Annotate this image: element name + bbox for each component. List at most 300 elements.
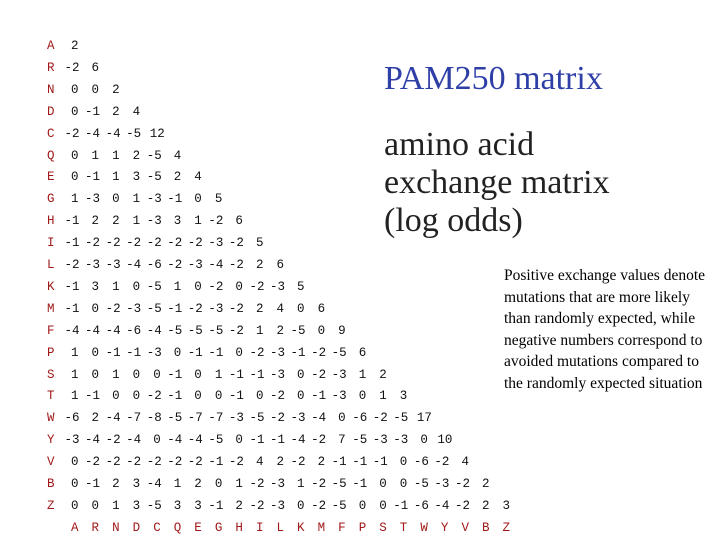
column-label: K [297,520,305,535]
matrix-cell: 1 [112,498,120,513]
matrix-cell: 0 [338,411,346,426]
matrix-cell: 10 [437,433,453,448]
matrix-cell: 2 [235,498,243,513]
matrix-cell: -5 [167,411,183,426]
matrix-cell: -4 [105,323,121,338]
row-label: D [47,104,55,119]
matrix-cell: 3 [502,498,511,513]
matrix-cell: 1 [132,192,141,207]
row-label: N [47,82,55,97]
matrix-cell: -5 [393,411,409,426]
matrix-cell: 1 [112,170,120,185]
matrix-cell: 1 [214,367,223,382]
row-label: M [47,301,55,316]
matrix-cell: 6 [358,345,367,360]
matrix-cell: 0 [132,279,141,294]
column-label: H [235,520,243,535]
matrix-cell: 0 [235,279,243,294]
matrix-cell: 2 [255,301,264,316]
matrix-cell: -1 [249,367,265,382]
matrix-cell: 0 [420,433,428,448]
matrix-cell: 5 [255,236,264,251]
matrix-cell: -1 [208,498,224,513]
matrix-cell: 5 [214,192,223,207]
matrix-cell: -5 [208,433,224,448]
matrix-cell: -1 [126,345,142,360]
matrix-cell: -4 [85,323,101,338]
matrix-cell: 0 [214,477,223,491]
row-label: F [47,323,55,338]
matrix-cell: -6 [352,411,368,426]
matrix-cell: -2 [228,323,244,338]
matrix-cell: 4 [255,455,264,470]
matrix-cell: -5 [331,477,347,491]
matrix-cell: -3 [146,192,162,207]
matrix-cell: 0 [71,498,79,513]
matrix-cell: -2 [187,455,203,470]
matrix-cell: -5 [167,323,183,338]
matrix-cell: 1 [173,477,182,491]
matrix-cell: 3 [132,498,141,513]
matrix-cell: -2 [64,126,80,141]
matrix-cell: 4 [276,301,285,316]
matrix-cell: -2 [311,367,327,382]
matrix-cell: 0 [358,389,367,404]
matrix-cell: -2 [126,236,142,251]
matrix-cell: 0 [399,455,408,470]
matrix-cell: -1 [290,345,306,360]
matrix-cell: -4 [85,433,101,448]
matrix-cell: -1 [105,345,121,360]
matrix-cell: 0 [379,498,387,513]
matrix-cell: -2 [85,455,101,470]
column-label: Z [502,520,511,535]
matrix-cell: -3 [146,214,162,229]
matrix-cell: 6 [317,301,326,316]
column-label: T [399,520,408,535]
matrix-cell: -3 [187,258,203,272]
column-label: B [482,520,490,535]
matrix-description [384,126,610,240]
matrix-cell: 3 [173,498,182,513]
matrix-cell: 2 [276,455,285,470]
matrix-cell: -2 [126,455,142,470]
matrix-cell: 0 [71,477,79,491]
matrix-cell: -7 [208,411,224,426]
matrix-cell: -4 [187,433,203,448]
matrix-cell: -1 [270,433,286,448]
column-label: R [91,520,100,535]
matrix-cell: 2 [112,477,120,491]
matrix-cell: 3 [173,214,182,229]
matrix-cell: 2 [112,104,120,119]
matrix-cell: -3 [331,389,347,404]
subtitle-line: exchange matrix [384,164,610,201]
matrix-cell: 2 [112,82,120,97]
matrix-cell: -5 [331,498,347,513]
matrix-cell: 7 [338,433,346,448]
matrix-cell: -2 [167,455,183,470]
row-label: T [47,389,55,404]
matrix-cell: -3 [105,258,121,272]
matrix-cell: 0 [194,279,202,294]
matrix-cell: -2 [228,455,244,470]
matrix-cell: 3 [91,279,100,294]
row-label: A [47,39,55,53]
matrix-cell: 2 [71,39,79,53]
column-label: L [276,520,285,535]
subtitle-line: amino acid [384,126,535,163]
matrix-cell: -5 [331,345,347,360]
matrix-cell: -5 [146,279,162,294]
matrix-cell: 2 [379,367,387,382]
matrix-cell: -4 [208,258,224,272]
matrix-cell: -2 [290,455,306,470]
matrix-cell: 0 [71,104,79,119]
matrix-cell: -2 [454,498,470,513]
matrix-cell: -3 [85,258,101,272]
matrix-cell: -2 [146,236,162,251]
matrix-cell: -5 [352,433,368,448]
matrix-cell: -1 [311,389,327,404]
matrix-cell: -5 [146,148,162,163]
matrix-cell: -8 [146,411,162,426]
matrix-cell: -2 [454,477,470,491]
matrix-cell: -2 [228,258,244,272]
matrix-cell: 4 [132,104,141,119]
matrix-cell: -3 [270,279,286,294]
matrix-cell: -3 [228,411,244,426]
matrix-cell: 0 [358,498,367,513]
row-label: I [47,236,55,251]
matrix-cell: 0 [194,192,202,207]
matrix-cell: -5 [146,301,162,316]
row-label: K [47,279,55,294]
matrix-cell: -1 [64,214,80,229]
matrix-cell: 1 [255,323,264,338]
matrix-cell: 1 [358,367,367,382]
matrix-cell: -2 [228,236,244,251]
matrix-cell: 0 [91,498,100,513]
matrix-cell: -6 [413,455,429,470]
matrix-cell: 3 [132,477,141,491]
matrix-cell: 6 [235,214,243,229]
matrix-cell: -2 [311,477,327,491]
matrix-cell: -2 [228,301,244,316]
matrix-cell: -3 [270,498,286,513]
matrix-cell: -1 [64,279,80,294]
matrix-cell: -4 [167,433,183,448]
matrix-cell: -2 [249,345,265,360]
matrix-cell: 3 [399,389,408,404]
matrix-cell: -1 [85,170,101,185]
matrix-cell: -3 [393,433,409,448]
explanation-note: Positive exchange values denote mutations that are more likely than randomly expected, while negative numbers correspond to avoided mutations compared to the randomly expected situation [504,267,706,392]
matrix-cell: -2 [64,60,80,75]
matrix-cell: -1 [187,345,203,360]
matrix-cell: -5 [126,126,142,141]
matrix-cell: -5 [249,411,265,426]
row-label: V [47,455,55,470]
matrix-cell: -2 [64,258,80,272]
matrix-cell: 0 [214,389,223,404]
matrix-cell: -4 [105,126,121,141]
matrix-cell: 0 [317,323,326,338]
row-label: S [47,367,55,382]
matrix-cell: 0 [379,477,387,491]
matrix-cell: -2 [105,455,121,470]
matrix-cell: -4 [85,126,101,141]
column-label: N [112,520,120,535]
matrix-cell: -4 [311,411,327,426]
matrix-cell: -2 [167,236,183,251]
matrix-cell: -1 [167,367,183,382]
matrix-cell: -7 [187,411,203,426]
row-label: P [47,345,55,360]
matrix-cell: -1 [85,389,101,404]
column-label: M [317,520,326,535]
row-label: B [47,477,55,491]
row-label: H [47,214,55,229]
matrix-cell: -7 [126,411,142,426]
matrix-cell: -5 [187,323,203,338]
matrix-cell: -1 [372,455,388,470]
matrix-cell: 1 [112,367,120,382]
matrix-cell: 0 [297,367,305,382]
matrix-cell: 2 [317,455,326,470]
matrix-cell: -1 [393,498,409,513]
column-label: C [153,520,161,535]
matrix-cell: 9 [338,323,346,338]
matrix-cell: -5 [146,170,162,185]
matrix-cell: -5 [146,498,162,513]
matrix-cell: -2 [146,389,162,404]
matrix-cell: -3 [85,192,101,207]
matrix-cell: 0 [153,367,161,382]
matrix-cell: -3 [64,433,80,448]
matrix-cell: 0 [153,433,161,448]
matrix-cell: -3 [270,477,286,491]
matrix-cell: 3 [194,498,202,513]
matrix-cell: 3 [132,170,141,185]
row-label: L [47,258,55,272]
column-label: V [461,520,469,535]
column-label: A [71,520,79,535]
matrix-cell: 0 [235,345,243,360]
matrix-cell: 0 [71,170,79,185]
matrix-cell: 0 [71,148,79,163]
matrix-cell: 2 [173,170,182,185]
matrix-cell: -5 [208,323,224,338]
matrix-cell: -1 [352,477,368,491]
row-label: W [47,411,55,426]
matrix-cell: 0 [297,389,305,404]
matrix-cell: -1 [331,455,347,470]
matrix-cell: -5 [413,477,429,491]
matrix-cell: -2 [105,301,121,316]
matrix-cell: -6 [146,258,162,272]
matrix-cell: 1 [112,148,120,163]
matrix-cell: -2 [270,389,286,404]
matrix-cell: -1 [228,389,244,404]
matrix-cell: -4 [290,433,306,448]
matrix-cell: 0 [91,82,100,97]
matrix-cell: -2 [249,498,265,513]
matrix-cell: 2 [132,148,141,163]
matrix-cell: -1 [352,455,368,470]
matrix-cell: 2 [255,258,264,272]
matrix-cell: -2 [167,258,183,272]
matrix-cell: -4 [126,433,142,448]
matrix-cell: 2 [194,477,202,491]
matrix-cell: 0 [297,498,305,513]
column-label: I [255,520,264,535]
column-label: Q [173,520,182,535]
matrix-cell: 0 [235,433,243,448]
column-label: E [194,520,202,535]
row-label: Z [47,498,55,513]
matrix-cell: -4 [126,258,142,272]
matrix-cell: 0 [71,82,79,97]
matrix-cell: -2 [372,411,388,426]
matrix-cell: -4 [146,323,162,338]
matrix-cell: 6 [276,258,285,272]
matrix-cell: 1 [112,279,120,294]
column-label: D [132,520,141,535]
matrix-cell: 1 [91,148,100,163]
column-label: S [379,520,387,535]
matrix-cell: -2 [146,455,162,470]
matrix-cell: 0 [132,389,141,404]
matrix-cell: -3 [270,345,286,360]
matrix-cell: -3 [372,433,388,448]
matrix-cell: 2 [276,323,285,338]
matrix-cell: -2 [249,477,265,491]
column-label: G [214,520,223,535]
matrix-cell: 2 [91,214,100,229]
matrix-cell: -4 [434,498,450,513]
matrix-cell: -1 [167,301,183,316]
matrix-cell: -2 [249,279,265,294]
matrix-cell: 0 [255,389,264,404]
matrix-cell: -3 [331,367,347,382]
matrix-cell: 0 [194,389,202,404]
matrix-cell: -2 [187,236,203,251]
matrix-cell: -3 [208,236,224,251]
matrix-cell: 1 [132,214,141,229]
matrix-cell: -1 [167,389,183,404]
matrix-cell: -1 [85,104,101,119]
row-label: E [47,170,55,185]
subtitle-line: (log odds) [384,202,523,239]
matrix-cell: -4 [146,477,162,491]
matrix-cell: 0 [71,455,79,470]
matrix-cell: -2 [105,433,121,448]
matrix-cell: -3 [208,301,224,316]
matrix-cell: 5 [297,279,305,294]
matrix-cell: 0 [132,367,141,382]
column-label: P [358,520,367,535]
matrix-cell: -2 [311,433,327,448]
matrix-cell: -3 [290,411,306,426]
matrix-cell: 12 [149,126,165,141]
matrix-cell: -1 [85,477,101,491]
matrix-cell: 17 [416,411,432,426]
matrix-cell: -2 [208,279,224,294]
row-label: Y [47,433,55,448]
matrix-cell: -6 [64,411,80,426]
matrix-cell: 1 [194,214,202,229]
matrix-cell: 4 [461,455,469,470]
matrix-cell: -1 [208,345,224,360]
matrix-cell: 1 [71,192,79,207]
matrix-cell: -6 [413,498,429,513]
matrix-cell: -2 [85,236,101,251]
matrix-cell: 4 [173,148,182,163]
matrix-cell: -2 [270,411,286,426]
column-label: F [338,520,346,535]
matrix-cell: -1 [64,236,80,251]
matrix-cell: 0 [91,301,100,316]
matrix-cell: -5 [290,323,306,338]
matrix-cell: 2 [482,477,490,491]
matrix-cell: -1 [167,192,183,207]
matrix-cell: -3 [434,477,450,491]
matrix-cell: 0 [194,367,202,382]
matrix-cell: 1 [379,389,387,404]
matrix-cell: 1 [235,477,243,491]
matrix-cell: 1 [71,389,79,404]
matrix-cell: 2 [112,214,120,229]
matrix-cell: -2 [105,236,121,251]
matrix-cell: -1 [228,367,244,382]
matrix-cell: -2 [311,345,327,360]
column-label: W [420,520,428,535]
matrix-cell: 0 [173,345,182,360]
matrix-cell: 0 [297,301,305,316]
matrix-cell: -2 [434,455,450,470]
matrix-cell: -2 [208,214,224,229]
row-label: R [47,60,55,75]
matrix-cell: 0 [112,389,120,404]
matrix-cell: 1 [71,345,79,360]
matrix-cell: -3 [146,345,162,360]
matrix-cell: 0 [91,367,100,382]
matrix-cell: 1 [173,279,182,294]
column-label: Y [440,520,449,535]
matrix-cell: -6 [126,323,142,338]
matrix-cell: 6 [91,60,100,75]
matrix-cell: 0 [399,477,408,491]
matrix-cell: -4 [64,323,80,338]
row-label: G [47,192,55,207]
row-label: C [47,126,55,141]
matrix-cell: -3 [270,367,286,382]
matrix-cell: 2 [482,498,490,513]
row-label: Q [47,148,55,163]
matrix-cell: -1 [64,301,80,316]
matrix-cell: -3 [126,301,142,316]
matrix-cell: -2 [311,498,327,513]
matrix-cell: -4 [105,411,121,426]
matrix-cell: -1 [208,455,224,470]
matrix-cell: -1 [249,433,265,448]
page-title: PAM250 matrix [384,60,603,97]
matrix-cell: 4 [194,170,202,185]
matrix-cell: 1 [71,367,79,382]
matrix-cell: 2 [91,411,100,426]
matrix-cell: -2 [187,301,203,316]
